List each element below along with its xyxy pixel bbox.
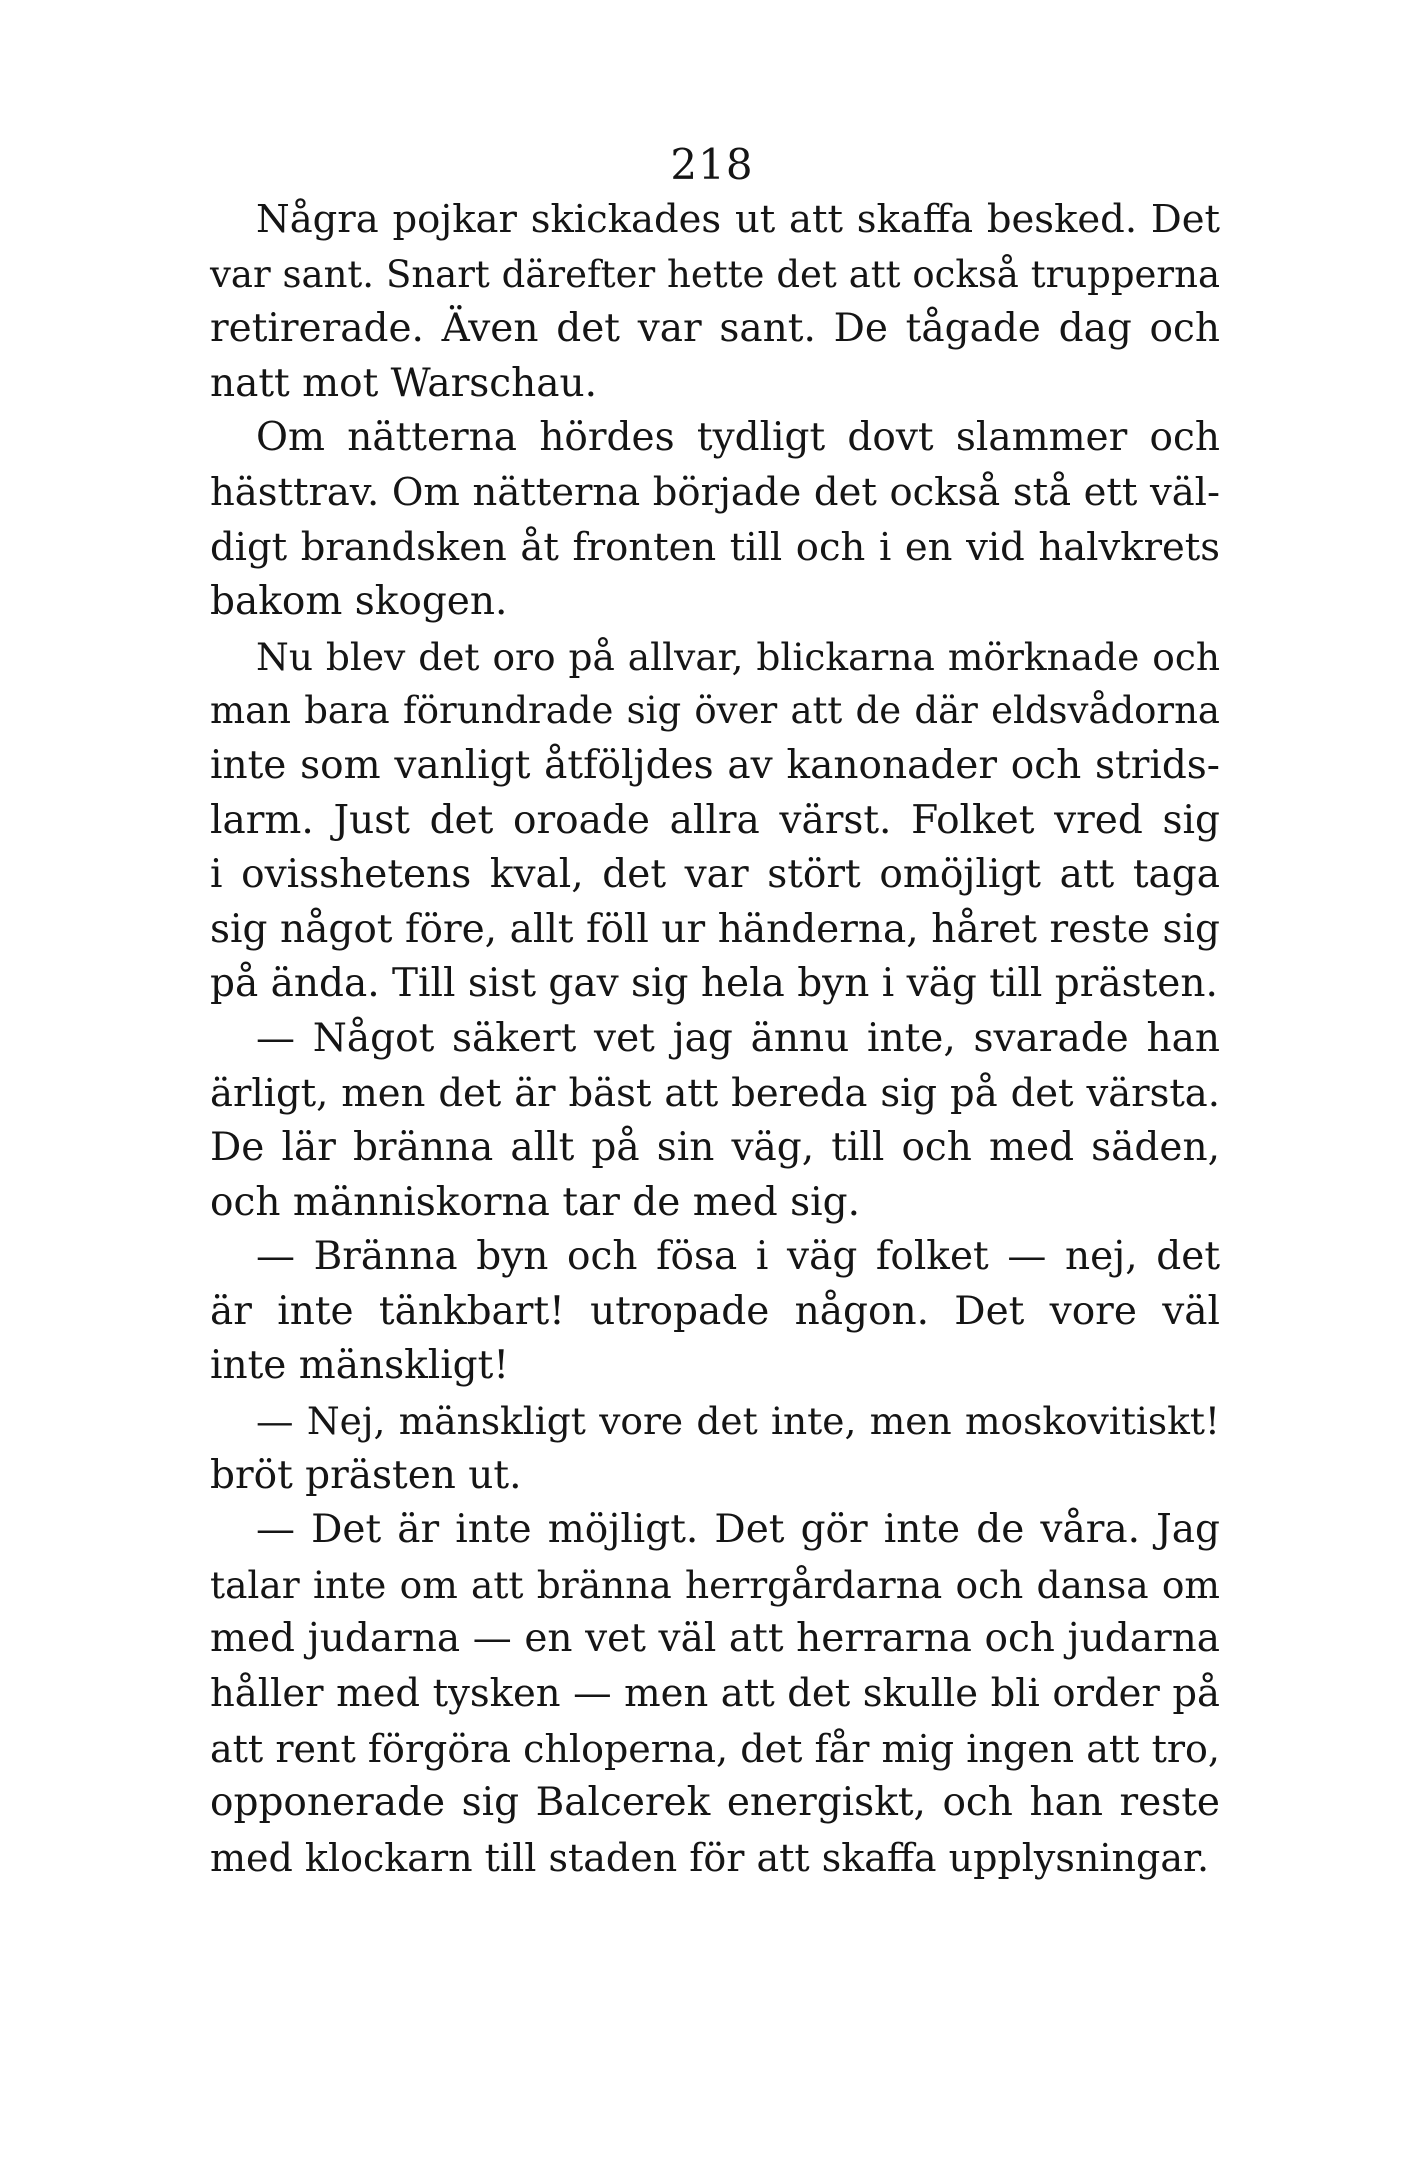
text-line: är inte tänkbart! utropade någon. Det vore väl xyxy=(210,1288,1220,1334)
text-line: — Bränna byn och fösa i väg folket — nej, det xyxy=(256,1234,1220,1280)
text-line: Nu blev det oro på allvar, blickarna mörknade och xyxy=(256,634,1220,679)
text-line: sig något före, allt föll ur händerna, håret reste sig xyxy=(210,906,1220,952)
body-text xyxy=(210,193,1220,1885)
paragraph xyxy=(210,1394,1220,1503)
text-line: bröt prästen ut. xyxy=(210,1452,522,1498)
paragraph xyxy=(210,1503,1220,1885)
text-line: hästtrav. Om nätterna började det också stå ett väl- xyxy=(210,469,1220,515)
text-line: i ovisshetens kval, det var stört omöjligt att taga xyxy=(210,852,1220,898)
text-line: håller med tysken — men att det skulle bli order på xyxy=(210,1671,1220,1717)
text-line: inte som vanligt åtföljdes av kanonader och strids- xyxy=(210,742,1220,788)
text-line: retirerade. Även det var sant. De tågade dag och xyxy=(210,306,1220,352)
text-line: Några pojkar skickades ut att skaffa besked. Det xyxy=(256,197,1220,242)
text-line: opponerade sig Balcerek energiskt, och han reste xyxy=(210,1780,1220,1826)
text-line: — Det är inte möjligt. Det gör inte de våra. Jag xyxy=(256,1507,1220,1553)
text-line: ärligt, men det är bäst att bereda sig på det värsta. xyxy=(210,1070,1220,1116)
text-line: larm. Just det oroade allra värst. Folket vred sig xyxy=(210,797,1220,843)
paragraph xyxy=(210,1230,1220,1394)
text-line: på ända. Till sist gav sig hela byn i väg till prästen. xyxy=(210,961,1218,1007)
text-line: var sant. Snart därefter hette det att också trupperna xyxy=(210,252,1220,296)
text-line: man bara förundrade sig över att de där eldsvådorna xyxy=(210,689,1220,733)
text-line: med judarna — en vet väl att herrarna och judarna xyxy=(210,1616,1220,1662)
text-line: digt brandsken åt fronten till och i en vid halvkrets xyxy=(210,524,1220,570)
text-line: natt mot Warschau. xyxy=(210,360,597,406)
text-line: De lär bränna allt på sin väg, till och med säden, xyxy=(210,1125,1220,1171)
paragraph xyxy=(210,1012,1220,1230)
text-line: talar inte om att bränna herrgårdarna och dansa om xyxy=(210,1562,1220,1607)
text-line: inte mänskligt! xyxy=(210,1343,509,1389)
paragraph xyxy=(210,411,1220,629)
text-line: bakom skogen. xyxy=(210,579,508,625)
text-line: och människorna tar de med sig. xyxy=(210,1179,860,1225)
text-line: — Nej, mänskligt vore det inte, men moskovitiskt! xyxy=(256,1399,1220,1444)
text-line: Om nätterna hördes tydligt dovt slammer och xyxy=(256,415,1220,461)
text-line: — Något säkert vet jag ännu inte, svarade han xyxy=(256,1015,1220,1061)
text-line: med klockarn till staden för att skaffa upplysningar. xyxy=(210,1835,1210,1880)
text-line: att rent förgöra chloperna, det får mig ingen att tro, xyxy=(210,1726,1220,1771)
paragraph xyxy=(210,193,1220,411)
page-number: 218 xyxy=(670,140,754,189)
paragraph xyxy=(210,630,1220,1012)
